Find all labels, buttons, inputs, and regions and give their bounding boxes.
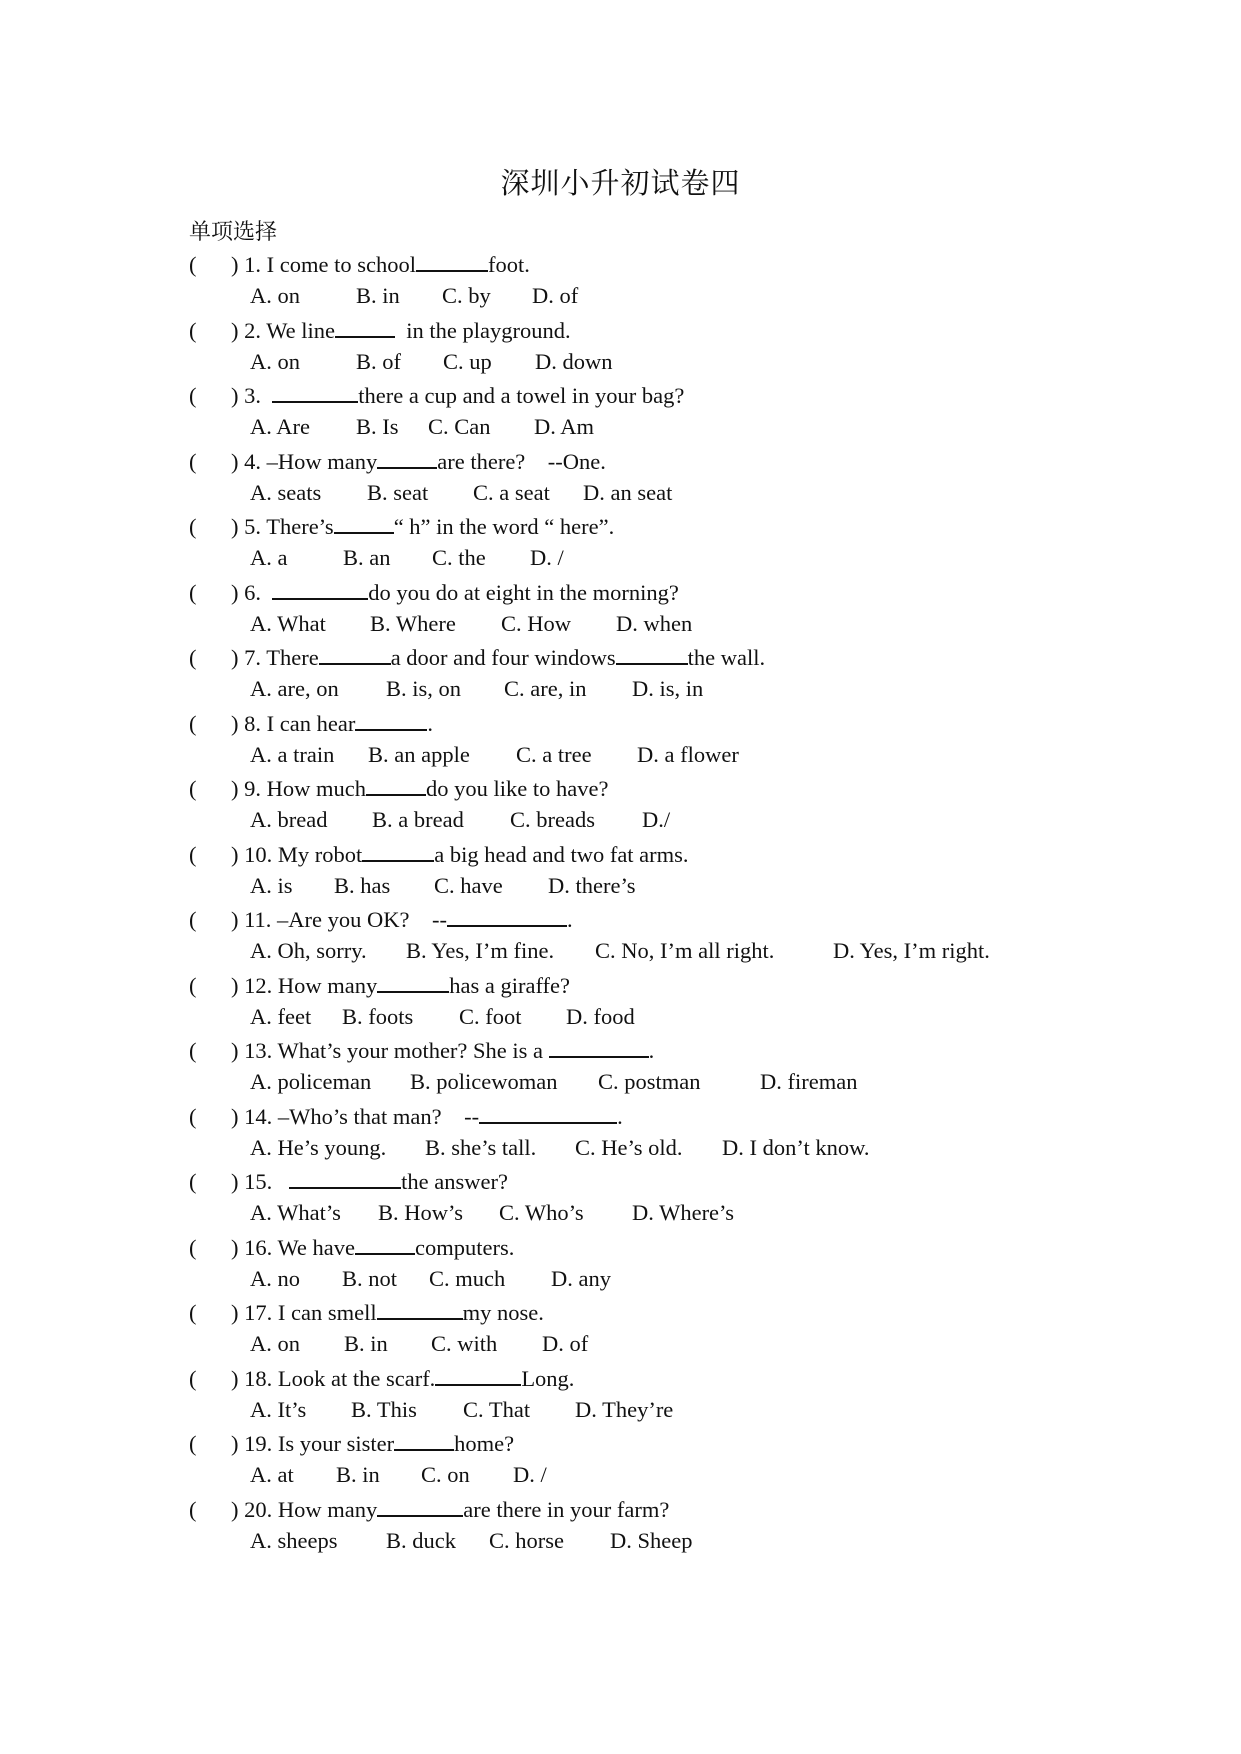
question-text: .: [427, 710, 433, 736]
option-choice: A. sheeps: [250, 1527, 338, 1553]
question-text: foot.: [487, 252, 530, 277]
question-text: “ h” in the word “ here”.: [393, 514, 615, 539]
answer-bracket-close: ): [231, 907, 245, 932]
option-row: [250, 1134, 892, 1162]
answer-blank: [366, 774, 426, 796]
option-choice: B. policewoman: [410, 1069, 558, 1094]
question-item: [189, 1429, 1209, 1495]
option-choice: D. of: [542, 1331, 589, 1356]
question-stem: [189, 512, 614, 541]
option-choice: D. /: [530, 545, 564, 570]
answer-bracket-close: ): [231, 1103, 245, 1129]
question-text: Long.: [521, 1365, 575, 1391]
answer-bracket: (: [189, 514, 197, 539]
question-text: I can smell: [277, 1300, 377, 1325]
option-choice: D. there’s: [548, 872, 636, 898]
question-stem: [189, 709, 433, 738]
option-choice: A. Are: [250, 414, 310, 439]
option-choice: B. seat: [367, 479, 429, 505]
question-text: do you do at eight in the morning?: [368, 579, 679, 605]
option-choice: B. an apple: [368, 741, 470, 767]
answer-bracket: (: [189, 317, 197, 343]
option-choice: D. Am: [534, 414, 595, 439]
option-choice: C. are, in: [504, 676, 587, 701]
option-choice: C. on: [421, 1462, 470, 1487]
question-text: We have: [277, 1234, 355, 1260]
option-choice: D. Where’s: [632, 1200, 735, 1225]
option-choice: B. in: [344, 1331, 388, 1356]
answer-blank: [334, 512, 394, 534]
option-choice: B. is, on: [386, 676, 462, 701]
question-text: do you like to have?: [426, 776, 609, 801]
question-text: How many: [277, 1496, 378, 1522]
option-choice: D. They’re: [575, 1396, 674, 1422]
option-choice: B. she’s tall.: [425, 1134, 537, 1160]
question-stem: [189, 840, 689, 869]
option-choice: A. a train: [250, 741, 335, 767]
option-choice: C. How: [501, 610, 572, 636]
option-choice: A. bread: [250, 807, 328, 832]
question-text: are there in your farm?: [463, 1496, 670, 1522]
answer-bracket-close: ): [231, 972, 245, 998]
question-stem: [189, 250, 530, 279]
answer-bracket: (: [189, 1431, 197, 1456]
option-choice: A. a: [250, 545, 288, 570]
option-choice: D. is, in: [632, 676, 704, 701]
question-stem: [189, 905, 573, 934]
answer-blank: [272, 381, 358, 403]
answer-blank: [447, 905, 567, 927]
option-choice: A. at: [250, 1462, 294, 1487]
option-choice: D. a flower: [637, 741, 739, 767]
option-choice: C. the: [432, 545, 486, 570]
answer-bracket-close: ): [231, 579, 245, 605]
question-item: [189, 447, 1209, 513]
option-choice: B. of: [356, 348, 401, 374]
option-row: [250, 348, 615, 376]
option-choice: A. feet: [250, 1003, 312, 1029]
option-choice: B. foots: [342, 1003, 414, 1029]
answer-bracket: (: [189, 776, 197, 801]
question-item: [189, 1298, 1209, 1364]
answer-blank: [616, 643, 688, 665]
option-choice: A. are, on: [250, 676, 339, 701]
question-number: 2.: [244, 317, 267, 343]
option-row: [250, 479, 693, 507]
section-heading: 单项选择: [189, 220, 278, 245]
option-choice: D. of: [532, 283, 579, 308]
question-text: My robot: [277, 841, 363, 867]
answer-blank: [549, 1036, 649, 1058]
question-item: [189, 774, 1209, 840]
option-choice: B. Where: [370, 610, 456, 636]
answer-bracket: (: [189, 1103, 197, 1129]
question-stem: [189, 1364, 574, 1393]
option-choice: D. down: [535, 348, 613, 374]
answer-bracket: (: [189, 972, 197, 998]
answer-bracket: (: [189, 1234, 197, 1260]
answer-blank: [377, 447, 437, 469]
question-number: 14.: [244, 1103, 278, 1129]
question-text: How much: [266, 776, 366, 801]
option-choice: B. in: [336, 1462, 380, 1487]
answer-blank: [319, 643, 391, 665]
question-item: [189, 250, 1209, 316]
question-number: 10.: [244, 841, 278, 867]
question-stem: [189, 774, 608, 803]
answer-bracket-close: ): [231, 1169, 245, 1194]
question-item: [189, 1233, 1209, 1299]
question-number: 6.: [244, 579, 267, 605]
answer-bracket: (: [189, 1038, 197, 1063]
question-number: 3.: [244, 383, 267, 408]
answer-bracket-close: ): [231, 645, 245, 670]
question-stem: [189, 1233, 514, 1262]
question-number: 12.: [244, 972, 278, 998]
option-choice: C. No, I’m all right.: [595, 938, 775, 963]
question-stem: [189, 316, 571, 345]
question-text: are there? --One.: [437, 448, 606, 474]
answer-bracket: (: [189, 252, 197, 277]
option-row: [250, 1461, 547, 1489]
answer-blank: [377, 1495, 463, 1517]
question-list: [189, 250, 1209, 1560]
option-choice: C. have: [434, 872, 503, 898]
question-number: 13.: [244, 1038, 278, 1063]
question-number: 20.: [244, 1496, 278, 1522]
question-number: 7.: [244, 645, 267, 670]
option-choice: D. I don’t know.: [722, 1134, 870, 1160]
option-choice: B. Yes, I’m fine.: [406, 938, 555, 963]
option-choice: B. a bread: [372, 807, 464, 832]
answer-bracket: (: [189, 448, 197, 474]
option-row: [250, 1199, 752, 1227]
question-text: home?: [454, 1431, 515, 1456]
answer-bracket-close: ): [231, 448, 245, 474]
answer-blank: [479, 1102, 617, 1124]
option-choice: C. much: [429, 1265, 506, 1291]
option-choice: A. on: [250, 348, 300, 374]
option-row: [250, 872, 648, 900]
option-choice: B. How’s: [378, 1200, 464, 1225]
answer-bracket-close: ): [231, 317, 245, 343]
answer-bracket-close: ): [231, 1234, 245, 1260]
option-choice: D. any: [551, 1265, 611, 1291]
option-choice: D. Sheep: [610, 1527, 693, 1553]
question-item: [189, 643, 1209, 709]
option-row: [250, 1003, 646, 1031]
question-text: a door and four windows: [390, 645, 616, 670]
option-choice: A. on: [250, 1331, 300, 1356]
question-text: We line: [266, 317, 336, 343]
question-item: [189, 381, 1209, 447]
answer-bracket-close: ): [231, 1365, 245, 1391]
question-item: [189, 905, 1209, 971]
answer-bracket-close: ): [231, 710, 245, 736]
question-text: I can hear: [266, 710, 356, 736]
question-text: the wall.: [687, 645, 766, 670]
question-text: Is your sister: [277, 1431, 395, 1456]
answer-blank: [435, 1364, 521, 1386]
option-choice: B. Is: [356, 414, 399, 439]
option-choice: A. is: [250, 872, 293, 898]
question-item: [189, 1102, 1209, 1168]
answer-bracket-close: ): [231, 1038, 245, 1063]
question-number: 4.: [244, 448, 267, 474]
question-text: in the playground.: [395, 317, 571, 343]
question-number: 8.: [244, 710, 267, 736]
answer-bracket-close: ): [231, 776, 245, 801]
answer-blank: [416, 250, 488, 272]
option-choice: B. has: [334, 872, 391, 898]
option-choice: A. Oh, sorry.: [250, 938, 367, 963]
question-text: I come to school: [266, 252, 416, 277]
option-row: [250, 413, 594, 441]
question-number: 1.: [244, 252, 267, 277]
option-choice: D. food: [566, 1003, 635, 1029]
question-number: 9.: [244, 776, 267, 801]
question-text: Look at the scarf.: [277, 1365, 436, 1391]
answer-bracket: (: [189, 710, 197, 736]
option-choice: C. a seat: [473, 479, 550, 505]
option-choice: A. What: [250, 610, 326, 636]
option-choice: D./: [642, 807, 671, 832]
question-text: my nose.: [462, 1300, 544, 1325]
answer-bracket: (: [189, 1365, 197, 1391]
option-row: [250, 1527, 710, 1555]
option-choice: B. in: [356, 283, 400, 308]
question-stem: [189, 578, 679, 607]
option-choice: A. It’s: [250, 1396, 307, 1422]
option-choice: C. a tree: [516, 741, 592, 767]
option-row: [250, 1330, 602, 1358]
question-item: [189, 1495, 1209, 1561]
option-choice: C. up: [443, 348, 492, 374]
question-text: –Are you OK? --: [277, 907, 447, 932]
question-item: [189, 1036, 1209, 1102]
option-choice: C. by: [442, 283, 491, 308]
option-choice: C. He’s old.: [575, 1134, 683, 1160]
option-row: [250, 282, 592, 310]
question-stem: [189, 1167, 508, 1196]
answer-blank: [335, 316, 395, 338]
question-text: [278, 1169, 289, 1194]
question-number: 19.: [244, 1431, 278, 1456]
answer-bracket-close: ): [231, 383, 245, 408]
answer-bracket: (: [189, 645, 197, 670]
question-item: [189, 1364, 1209, 1430]
question-number: 5.: [244, 514, 267, 539]
option-choice: A. What’s: [250, 1200, 341, 1225]
question-stem: [189, 1429, 514, 1458]
question-item: [189, 578, 1209, 644]
question-text: There’s: [266, 514, 334, 539]
option-row: [250, 1068, 870, 1096]
option-choice: A. policeman: [250, 1069, 372, 1094]
option-choice: B. This: [351, 1396, 417, 1422]
answer-bracket: (: [189, 1300, 197, 1325]
question-item: [189, 512, 1209, 578]
option-choice: C. That: [463, 1396, 531, 1422]
question-stem: [189, 1298, 544, 1327]
answer-bracket: (: [189, 579, 197, 605]
option-choice: D. an seat: [583, 479, 673, 505]
answer-blank: [289, 1167, 401, 1189]
question-stem: [189, 381, 684, 410]
question-item: [189, 709, 1209, 775]
question-item: [189, 971, 1209, 1037]
option-row: [250, 675, 722, 703]
question-stem: [189, 1495, 669, 1524]
question-stem: [189, 971, 570, 1000]
option-choice: A. He’s young.: [250, 1134, 387, 1160]
question-number: 11.: [244, 907, 278, 932]
question-stem: [189, 1102, 623, 1131]
option-choice: A. no: [250, 1265, 300, 1291]
question-item: [189, 1167, 1209, 1233]
question-text: How many: [277, 972, 378, 998]
question-number: 17.: [244, 1300, 278, 1325]
question-item: [189, 316, 1209, 382]
answer-bracket: (: [189, 841, 197, 867]
answer-bracket: (: [189, 907, 197, 932]
option-choice: B. not: [342, 1265, 398, 1291]
question-text: has a giraffe?: [449, 972, 571, 998]
question-text: .: [648, 1038, 655, 1063]
answer-bracket-close: ): [231, 1300, 245, 1325]
option-row: [250, 1396, 695, 1424]
question-text: What’s your mother? She is a: [277, 1038, 549, 1063]
answer-bracket-close: ): [231, 252, 245, 277]
question-stem: [189, 643, 765, 672]
question-text: a big head and two fat arms.: [434, 841, 689, 867]
question-text: –How many: [266, 448, 378, 474]
answer-bracket-close: ): [231, 841, 245, 867]
answer-bracket-close: ): [231, 1431, 245, 1456]
answer-blank: [362, 840, 434, 862]
option-row: [250, 741, 747, 769]
question-text: .: [567, 907, 573, 932]
option-choice: B. an: [343, 545, 391, 570]
answer-bracket: (: [189, 1169, 197, 1194]
question-text: the answer?: [401, 1169, 508, 1194]
option-choice: D. /: [513, 1462, 547, 1487]
page-title: 深圳小升初试卷四: [500, 166, 741, 200]
question-number: 18.: [244, 1365, 278, 1391]
option-choice: B. duck: [386, 1527, 456, 1553]
question-text: computers.: [415, 1234, 515, 1260]
option-choice: A. on: [250, 283, 300, 308]
option-choice: D. when: [616, 610, 693, 636]
option-choice: C. foot: [459, 1003, 522, 1029]
option-choice: C. breads: [510, 807, 595, 832]
answer-blank: [272, 578, 368, 600]
answer-blank: [377, 971, 449, 993]
answer-blank: [355, 709, 427, 731]
question-text: .: [617, 1103, 623, 1129]
answer-bracket-close: ): [231, 514, 245, 539]
question-text: –Who’s that man? --: [277, 1103, 480, 1129]
option-row: [250, 937, 1013, 965]
option-row: [250, 610, 706, 638]
option-choice: D. fireman: [760, 1069, 858, 1094]
answer-bracket: (: [189, 1496, 197, 1522]
option-choice: C. postman: [598, 1069, 701, 1094]
answer-bracket: (: [189, 383, 197, 408]
question-item: [189, 840, 1209, 906]
option-row: [250, 806, 672, 834]
answer-blank: [377, 1298, 463, 1320]
option-choice: C. Who’s: [499, 1200, 584, 1225]
answer-blank: [394, 1429, 454, 1451]
option-choice: C. horse: [489, 1527, 564, 1553]
answer-blank: [355, 1233, 415, 1255]
option-choice: D. Yes, I’m right.: [833, 938, 990, 963]
question-number: 16.: [244, 1234, 278, 1260]
question-text: there a cup and a towel in your bag?: [358, 383, 685, 408]
option-choice: A. seats: [250, 479, 322, 505]
answer-bracket-close: ): [231, 1496, 245, 1522]
option-row: [250, 544, 564, 572]
option-choice: C. Can: [428, 414, 491, 439]
option-choice: C. with: [431, 1331, 498, 1356]
question-text: There: [266, 645, 319, 670]
option-row: [250, 1265, 631, 1293]
question-stem: [189, 1036, 654, 1065]
question-number: 15.: [244, 1169, 278, 1194]
question-stem: [189, 447, 606, 476]
